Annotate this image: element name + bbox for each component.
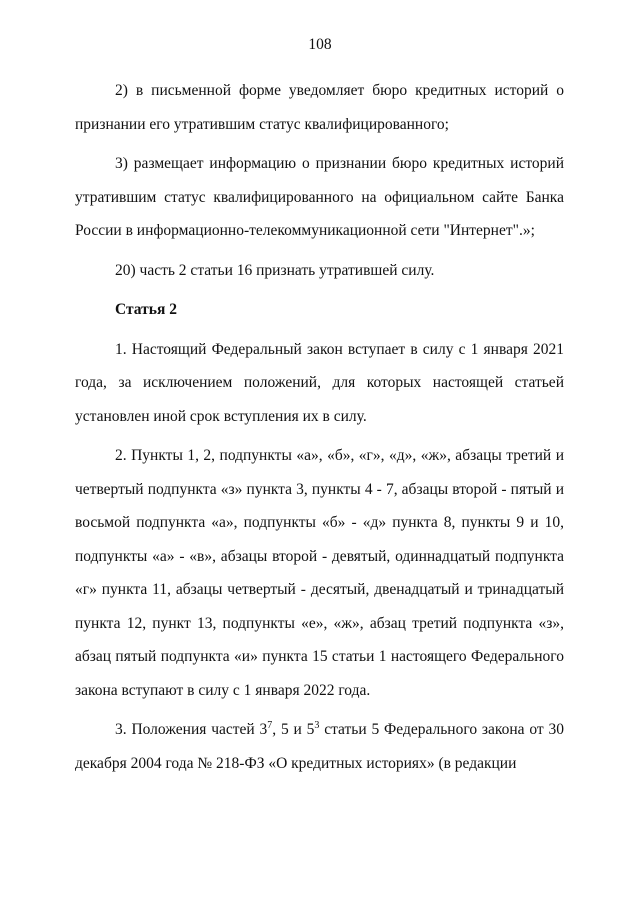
paragraph-notify-bureau: 2) в письменной форме уведомляет бюро кредитных историй о признании его утратившим статус квалифицированного;: [75, 82, 564, 133]
paragraph-article2-part3: [75, 713, 564, 780]
part3-text-b: , 5 и 5: [272, 721, 315, 738]
paragraph-article2-part2: 2. Пункты 1, 2, подпункты «а», «б», «г», «д», «ж», абзацы третий и четвертый подпункта «з» пункта 3, пункты 4 - 7, абзацы второй - пятый и восьмой подпункта «а», подпункты «б» - «д» пункта 8, пункты 9 и 10, подпункты «а» - «в», абзацы второй - девятый, одиннадцатый подпункта «г» пункта 11, абзацы четвертый - десятый, двенадцатый и тринадцатый пункта 12, пункт 13, подпункты «е», «ж», абзац третий подпункта «з», абзац пятый подпункта «и» пункта 15 статьи 1 настоящего Федерального закона вступают в силу с 1 января 2022 года.: [75, 447, 564, 699]
part3-text-a: 3. Положения частей 3: [115, 721, 268, 738]
document-body: [75, 74, 564, 786]
article-2-heading: Статья 2: [115, 301, 177, 318]
paragraph-item-20: 20) часть 2 статьи 16 признать утратившей силу.: [115, 261, 435, 279]
paragraph-article2-part1: 1. Настоящий Федеральный закон вступает в силу с 1 января 2021 года, за исключением положений, для которых настоящей статьей установлен иной срок вступления их в силу.: [75, 340, 564, 425]
page-number: 108: [308, 36, 332, 53]
superscript-7: 7: [267, 720, 273, 731]
part3-text-c: статьи 5 Федерального закона от 30 декабря 2004 года № 218-ФЗ «О кредитных историях» (в редакции: [75, 721, 564, 772]
paragraph-publish-info: 3) размещает информацию о признании бюро кредитных историй утратившим статус квалифицированного на официальном сайте Банка России в информационно-телекоммуникационной сети "Интернет".»;: [75, 155, 564, 239]
superscript-3: 3: [314, 720, 320, 731]
